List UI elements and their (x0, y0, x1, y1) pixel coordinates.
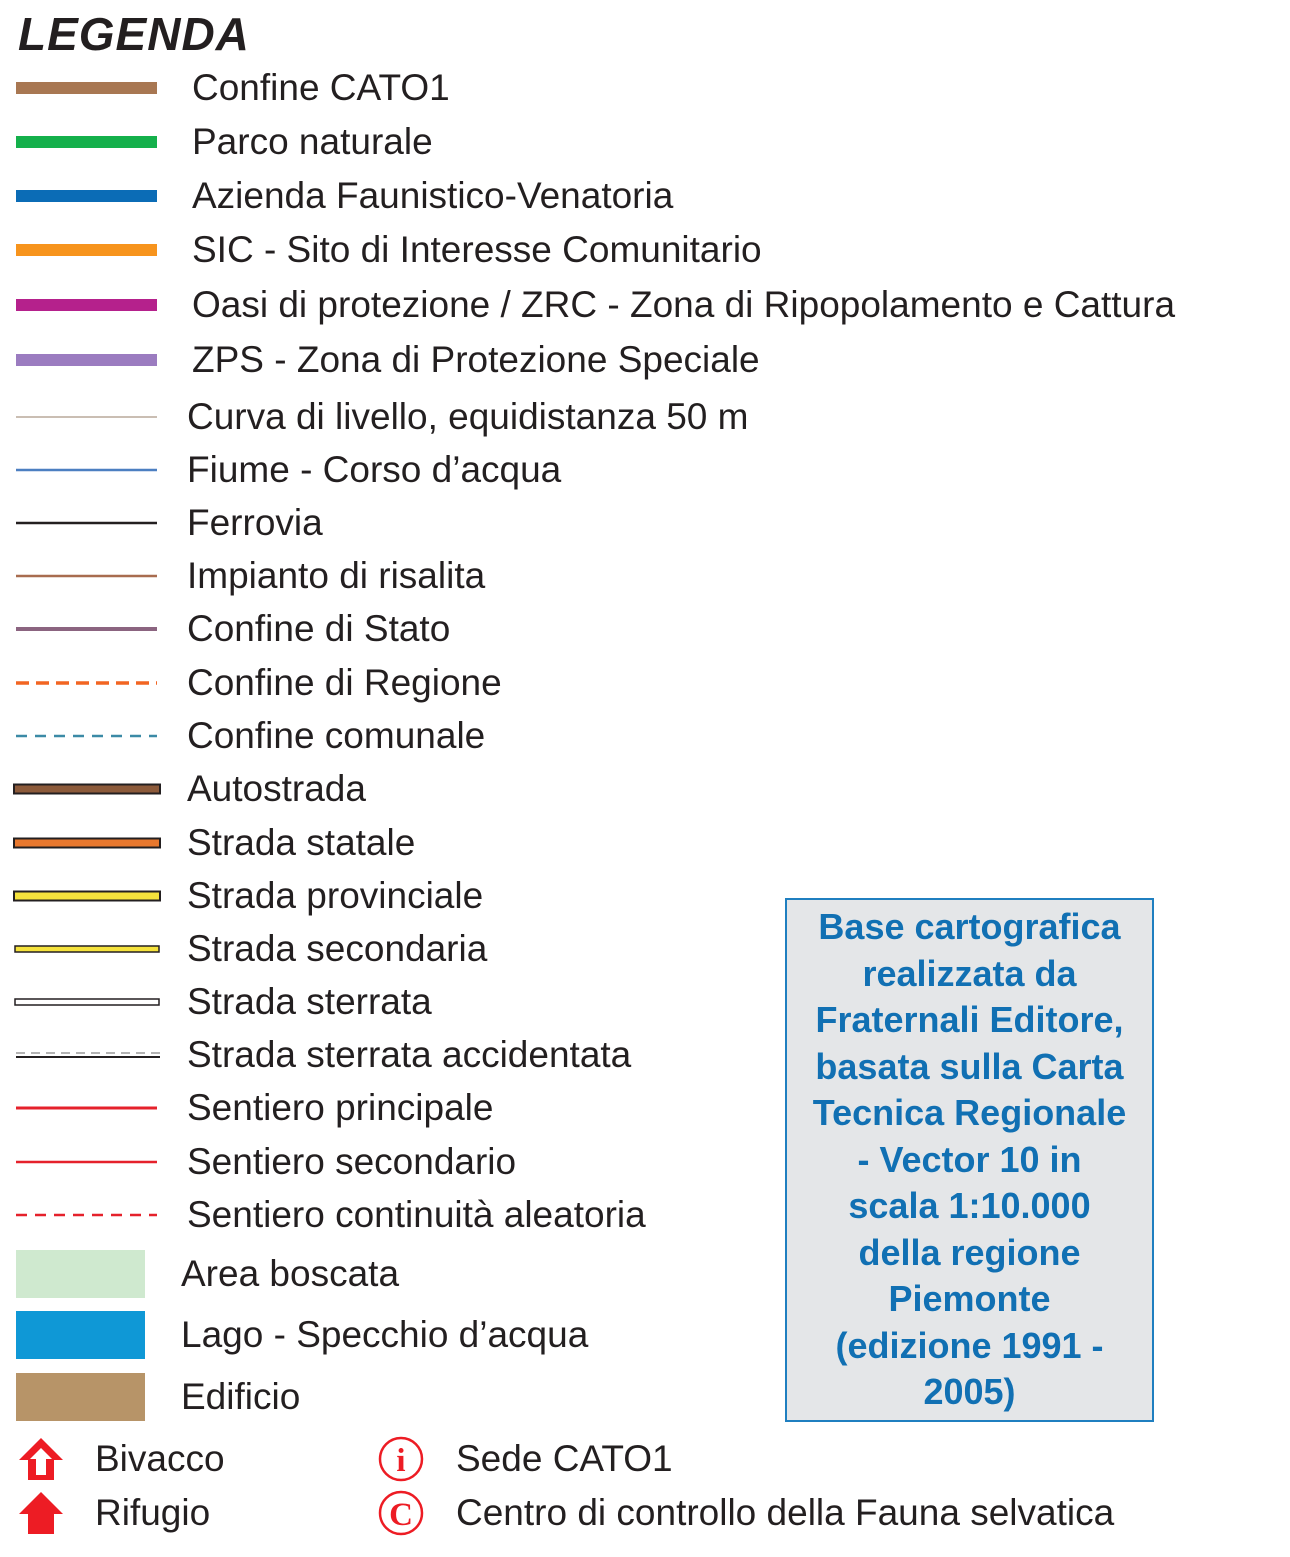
line-symbol (0, 1136, 165, 1188)
legend-row-autostrada (0, 763, 1290, 815)
c-circle-icon (377, 1487, 429, 1544)
line-symbol (0, 224, 165, 276)
line-symbol (0, 497, 165, 549)
line-symbol (0, 657, 165, 709)
legend-row-zps-zona-di-protezione-speciale (0, 334, 1290, 386)
legend-label: Ferrovia (187, 502, 323, 543)
svg-text:C: C (389, 1497, 413, 1533)
legend-label: Confine CATO1 (192, 67, 450, 108)
legend-label: Azienda Faunistico-Venatoria (192, 175, 674, 216)
line-symbol (0, 334, 165, 386)
legend-label: Confine di Regione (187, 662, 502, 703)
line-symbol (0, 391, 165, 443)
legend-row-curva-di-livello-equidistanza-50-m (0, 391, 1290, 443)
legend-label: Sentiero secondario (187, 1141, 517, 1182)
source-note-text: Base cartografica realizzata da Fraternali Editore, basata sulla Carta Tecnica Regionale - Vector 10 in scala 1:10.000 della regione Piemonte (edizione 1991 - 2005) (812, 906, 1127, 1413)
legend-row-parco-naturale (0, 116, 1290, 168)
legend-row-impianto-di-risalita (0, 550, 1290, 602)
line-symbol (0, 870, 165, 922)
legend-row-azienda-faunistico-venatoria (0, 170, 1290, 222)
legend-row-sede-cato1 (377, 1433, 1280, 1485)
legend-row-confine-di-stato (0, 603, 1290, 655)
legend-label: Sentiero principale (187, 1087, 494, 1128)
area-swatch (16, 1311, 145, 1359)
legend-label: Confine di Stato (187, 608, 451, 649)
legend-label: ZPS - Zona di Protezione Speciale (192, 339, 760, 380)
legend-label: Oasi di protezione / ZRC - Zona di Ripopolamento e Cattura (192, 284, 1176, 325)
legend-label: Autostrada (187, 768, 366, 809)
legend-label: Curva di livello, equidistanza 50 m (187, 396, 749, 437)
line-symbol (0, 976, 165, 1028)
legend-label: Centro di controllo della Fauna selvatica (456, 1492, 1115, 1533)
line-symbol (0, 550, 165, 602)
line-symbol (0, 116, 165, 168)
legend-label: Strada secondaria (187, 928, 488, 969)
legend-label: Strada provinciale (187, 875, 484, 916)
legend-title: LEGENDA (18, 8, 250, 60)
legend-label: Strada sterrata (187, 981, 432, 1022)
line-symbol (0, 1189, 165, 1241)
legend-label: Area boscata (181, 1253, 400, 1294)
line-symbol (0, 444, 165, 496)
line-symbol (0, 170, 165, 222)
legend-row-sic-sito-di-interesse-comunitario (0, 224, 1290, 276)
line-symbol (0, 62, 165, 114)
legend-label: SIC - Sito di Interesse Comunitario (192, 229, 762, 270)
line-symbol (0, 923, 165, 975)
rifugio-icon (16, 1487, 68, 1544)
legend-label: Strada statale (187, 822, 416, 863)
svg-text:i: i (396, 1443, 406, 1479)
legend-label: Edificio (181, 1376, 301, 1417)
legend-row-confine-comunale (0, 710, 1290, 762)
line-symbol (0, 603, 165, 655)
legend-label: Parco naturale (192, 121, 433, 162)
legend-label: Strada sterrata accidentata (187, 1034, 632, 1075)
legend-label: Sentiero continuità aleatoria (187, 1194, 646, 1235)
legend-row-confine-cato1 (0, 62, 1290, 114)
line-symbol (0, 763, 165, 815)
legend-label: Impianto di risalita (187, 555, 486, 596)
legend-label: Rifugio (95, 1492, 211, 1533)
line-symbol (0, 710, 165, 762)
info-circle-icon (377, 1433, 429, 1490)
legend-row-strada-statale (0, 817, 1290, 869)
line-symbol (0, 279, 165, 331)
legend-row-centro-di-controllo-della-fauna-selvatica (377, 1487, 1280, 1539)
line-symbol (0, 1029, 165, 1081)
legend-row-ferrovia (0, 497, 1290, 549)
legend-label: Confine comunale (187, 715, 486, 756)
bivacco-icon (16, 1433, 68, 1490)
legend-label: Fiume - Corso d’acqua (187, 449, 562, 490)
legend-row-fiume-corso-d-acqua (0, 444, 1290, 496)
cartographic-source-note (785, 898, 1154, 1422)
legend-label: Sede CATO1 (456, 1438, 673, 1479)
legend-row-oasi-di-protezione-zrc-zona-di-ripopolamento-e-cattura (0, 279, 1290, 331)
legend-label: Lago - Specchio d’acqua (181, 1314, 589, 1355)
line-symbol (0, 1082, 165, 1134)
area-swatch (16, 1250, 145, 1298)
legend-row-confine-di-regione (0, 657, 1290, 709)
line-symbol (0, 817, 165, 869)
legend-label: Bivacco (95, 1438, 225, 1479)
area-swatch (16, 1373, 145, 1421)
